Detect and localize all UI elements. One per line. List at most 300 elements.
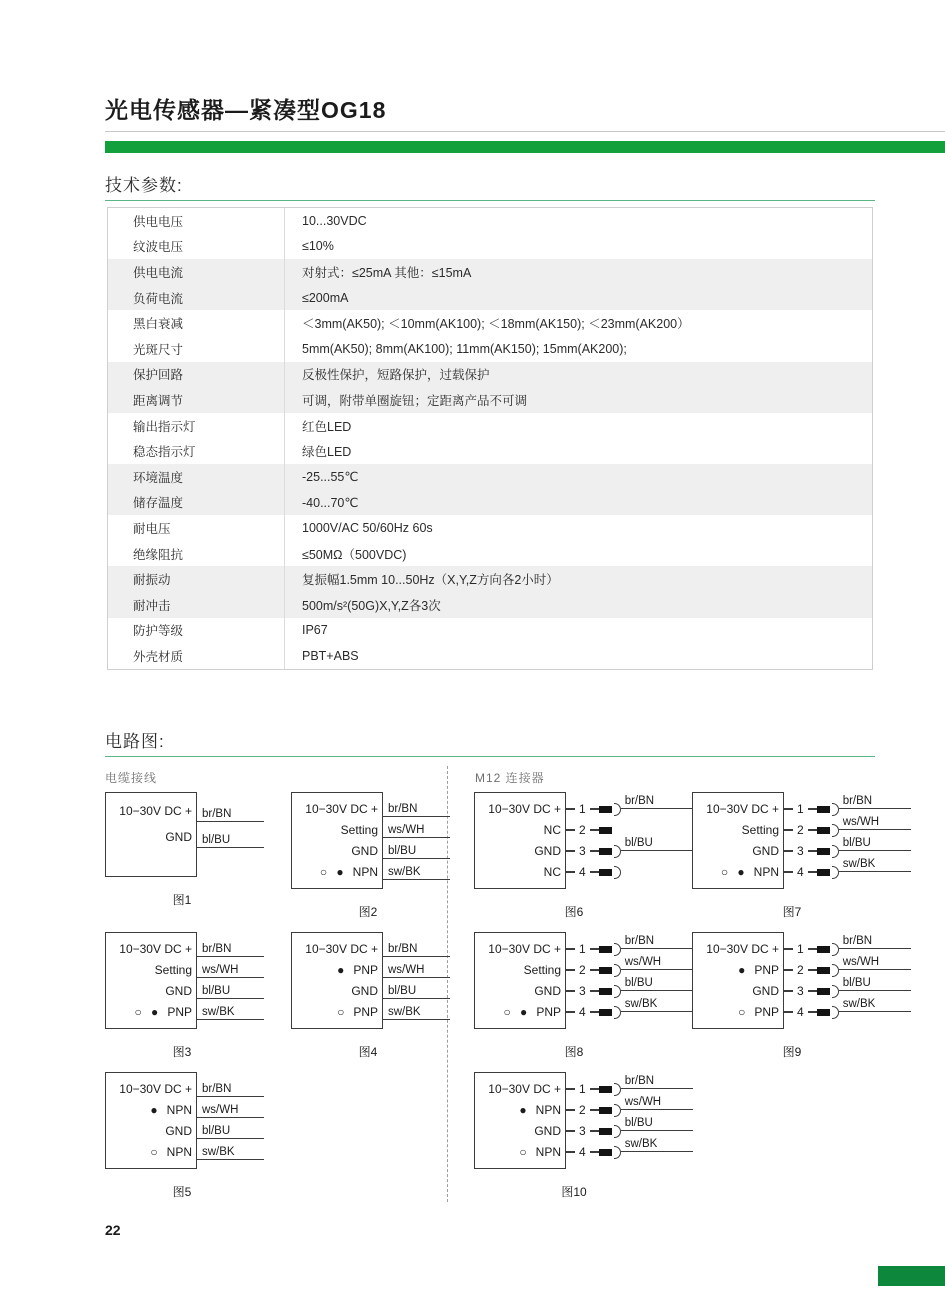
output-state-dots: ○ ● — [319, 864, 347, 879]
figure-caption: 图1 — [172, 893, 192, 907]
pin-lead-line — [590, 1109, 599, 1111]
output-state-dots: ○ — [337, 1004, 348, 1019]
connector-pin-icon — [817, 827, 830, 834]
wire-row — [197, 1079, 264, 1100]
figure-caption: 图5 — [172, 1185, 192, 1199]
connector-pin-icon — [817, 967, 830, 974]
spec-row — [108, 515, 872, 541]
terminal-label: Setting — [154, 962, 192, 977]
circuit-diagram-图3 — [105, 932, 291, 1072]
connector-pin-icon — [599, 827, 612, 834]
spec-value: 可调，附带单圈旋钮；定距离产品不可调 — [284, 387, 872, 413]
sensor-box — [474, 932, 566, 1029]
pin-lead-line — [808, 990, 817, 992]
sensor-box — [291, 792, 383, 889]
wire-color-label: bl/BU — [383, 985, 450, 999]
spec-label: 输出指示灯 — [133, 419, 196, 434]
terminal-label: ○ NPN — [150, 1144, 192, 1159]
wire-row — [197, 799, 264, 825]
terminal-label: Setting — [340, 822, 378, 837]
pin-number: 1 — [579, 1082, 586, 1096]
spec-value: 复振幅1.5mm 10...50Hz（X,Y,Z方向各2小时） — [284, 566, 872, 592]
spec-label: 负荷电流 — [133, 291, 184, 306]
page-number: 22 — [105, 1222, 121, 1238]
connector-socket-icon — [614, 1125, 621, 1138]
spec-row — [108, 618, 872, 644]
terminal-label: 10−30V DC + — [119, 941, 192, 956]
spec-value: ＜3mm(AK50); ＜10mm(AK100); ＜18mm(AK150); ＜23mm(AK200） — [284, 310, 872, 336]
pin-lead-line — [784, 808, 793, 810]
connector-pin-icon — [817, 848, 830, 855]
pin-number: 2 — [797, 963, 804, 977]
wire-row — [197, 1100, 264, 1121]
wire-color-label: bl/BU — [197, 985, 264, 999]
circuit-diagram-图6 — [474, 792, 692, 932]
terminal-label: ● NPN — [519, 1102, 561, 1117]
circuit-diagram-图2 — [291, 792, 477, 932]
spec-table-body — [108, 208, 872, 669]
spec-row — [108, 413, 872, 439]
terminal-label: 10−30V DC + — [305, 801, 378, 816]
circuit-diagram-图9 — [692, 932, 910, 1072]
spec-label: 黑白衰减 — [133, 317, 184, 332]
connector-socket-icon — [832, 866, 839, 879]
sensor-box — [474, 792, 566, 889]
figure-caption: 图6 — [564, 905, 584, 919]
specs-heading: 技术参数: — [105, 176, 183, 195]
terminal-label: GND — [351, 983, 378, 998]
connector-pin-icon — [599, 848, 612, 855]
figure-caption: 图9 — [782, 1045, 802, 1059]
pin-lead-line — [566, 1130, 575, 1132]
connector-socket-icon — [832, 1006, 839, 1019]
wire-color-label: ws/WH — [383, 824, 450, 838]
pin-number: 4 — [579, 865, 586, 879]
m12-section-label: M12 连接器 — [475, 771, 545, 785]
connector-socket-icon — [832, 824, 839, 837]
spec-value: 反极性保护，短路保护，过载保护 — [284, 362, 872, 388]
spec-row — [108, 438, 872, 464]
terminal-label: ○ PNP — [738, 1004, 779, 1019]
pin-lead-line — [590, 1151, 599, 1153]
pin-number: 1 — [797, 942, 804, 956]
pin-lead-line — [808, 871, 817, 873]
pin-lead-line — [590, 1130, 599, 1132]
terminal-label: GND — [165, 1123, 192, 1138]
pin-lead-line — [784, 829, 793, 831]
spec-value: -40...70℃ — [284, 490, 872, 516]
sensor-box — [105, 1072, 197, 1169]
spec-value: 500m/s²(50G)X,Y,Z各3次 — [284, 592, 872, 618]
spec-label: 绝缘阻抗 — [133, 547, 184, 562]
terminal-label: 10−30V DC + — [706, 801, 779, 816]
circuit-diagram-图5 — [105, 1072, 291, 1212]
output-state-dots: ● — [337, 962, 348, 977]
wire-row — [383, 960, 450, 981]
connector-socket-icon — [832, 845, 839, 858]
pin-lead-line — [784, 948, 793, 950]
wire-row — [197, 1002, 264, 1023]
spec-label: 纹波电压 — [133, 240, 184, 255]
footer-accent-bar — [878, 1266, 945, 1286]
wire-color-label: sw/BK — [839, 858, 911, 872]
connector-socket-icon — [832, 985, 839, 998]
wire-row — [197, 981, 264, 1002]
wire-color-label: bl/BU — [197, 1125, 264, 1139]
connector-pin-icon — [599, 988, 612, 995]
connector-pin-icon — [817, 1009, 830, 1016]
wire-color-label: br/BN — [621, 795, 693, 809]
spec-label: 耐电压 — [133, 521, 171, 536]
wire-color-label: ws/WH — [839, 956, 911, 970]
connector-socket-icon — [614, 943, 621, 956]
pin-number: 3 — [579, 984, 586, 998]
sensor-box — [291, 932, 383, 1029]
sensor-box — [105, 932, 197, 1029]
pin-lead-line — [566, 871, 575, 873]
connector-socket-icon — [832, 803, 839, 816]
terminal-label: 10−30V DC + — [706, 941, 779, 956]
wire-color-label: bl/BU — [197, 834, 264, 848]
spec-row — [108, 490, 872, 516]
spec-value: 红色LED — [284, 413, 872, 439]
connector-socket-icon — [614, 1104, 621, 1117]
spec-label: 储存温度 — [133, 496, 184, 511]
wire-color-label: sw/BK — [197, 1146, 264, 1160]
pin-number: 3 — [579, 1124, 586, 1138]
connector-pin-icon — [599, 869, 612, 876]
terminal-label: GND — [165, 983, 192, 998]
pin-lead-line — [784, 871, 793, 873]
figure-caption: 图3 — [172, 1045, 192, 1059]
connector-pin-icon — [599, 946, 612, 953]
connector-pin-icon — [599, 1149, 612, 1156]
pin-number: 2 — [579, 1103, 586, 1117]
pin-number: 1 — [579, 942, 586, 956]
terminal-label: GND — [752, 983, 779, 998]
spec-label: 光斑尺寸 — [133, 342, 184, 357]
spec-value: IP67 — [284, 618, 872, 644]
wire-row — [383, 841, 450, 862]
output-state-dots: ○ — [738, 1004, 749, 1019]
connector-socket-icon — [614, 866, 621, 879]
pin-lead-line — [566, 1109, 575, 1111]
terminal-label: 10−30V DC + — [488, 941, 561, 956]
figure-caption: 图4 — [358, 1045, 378, 1059]
terminal-label: ○ ● PNP — [134, 1004, 192, 1019]
output-state-dots: ● — [519, 1102, 530, 1117]
wire-color-label: bl/BU — [383, 845, 450, 859]
spec-row — [108, 285, 872, 311]
spec-row — [108, 234, 872, 260]
terminal-label: GND — [534, 843, 561, 858]
wire-color-label: bl/BU — [839, 837, 911, 851]
terminal-label: ● PNP — [337, 962, 378, 977]
wire-row — [197, 825, 264, 851]
spec-label: 环境温度 — [133, 470, 184, 485]
spec-label: 距离调节 — [133, 393, 184, 408]
connector-pin-icon — [599, 1086, 612, 1093]
pin-number: 2 — [579, 963, 586, 977]
pin-lead-line — [808, 850, 817, 852]
connector-socket-icon — [614, 845, 621, 858]
spec-value: ≤50MΩ（500VDC) — [284, 541, 872, 567]
wire-row — [383, 1002, 450, 1023]
pin-lead-line — [590, 829, 599, 831]
output-state-dots: ○ ● — [720, 864, 748, 879]
sensor-box — [105, 792, 197, 877]
output-state-dots: ● — [738, 962, 749, 977]
pin-number: 2 — [797, 823, 804, 837]
pin-lead-line — [566, 850, 575, 852]
cable-section-label: 电缆接线 — [105, 771, 158, 785]
connector-pin-icon — [817, 869, 830, 876]
spec-value: ≤200mA — [284, 285, 872, 311]
sensor-box — [474, 1072, 566, 1169]
wire-color-label: br/BN — [839, 795, 911, 809]
connector-pin-icon — [817, 946, 830, 953]
pin-lead-line — [566, 829, 575, 831]
connector-socket-icon — [614, 985, 621, 998]
terminal-label: 10−30V DC + — [119, 1081, 192, 1096]
spec-label: 外壳材质 — [133, 649, 184, 664]
spec-value: PBT+ABS — [284, 643, 872, 669]
wire-row — [383, 799, 450, 820]
terminal-label: ○ ● NPN — [720, 864, 779, 879]
terminal-label: GND — [534, 983, 561, 998]
spec-value: -25...55℃ — [284, 464, 872, 490]
output-state-dots: ○ — [519, 1144, 530, 1159]
spec-row — [108, 336, 872, 362]
figure-caption: 图2 — [358, 905, 378, 919]
spec-label: 稳态指示灯 — [133, 445, 196, 460]
header-accent-bar — [105, 141, 945, 153]
spec-label: 防护等级 — [133, 624, 184, 639]
wire-color-label: bl/BU — [839, 977, 911, 991]
terminal-label: 10−30V DC + — [488, 1081, 561, 1096]
spec-row — [108, 643, 872, 669]
pin-lead-line — [784, 990, 793, 992]
wire-row — [566, 998, 693, 1023]
output-state-dots: ○ ● — [503, 1004, 531, 1019]
wire-row — [566, 1138, 693, 1163]
pin-lead-line — [590, 871, 599, 873]
pin-lead-line — [566, 808, 575, 810]
m12-diagrams-group — [474, 792, 910, 1212]
wire-color-label: br/BN — [197, 808, 264, 822]
wire-color-label: ws/WH — [839, 816, 911, 830]
terminal-label: NC — [543, 822, 561, 837]
connector-socket-icon — [614, 1083, 621, 1096]
pin-lead-line — [566, 1011, 575, 1013]
terminal-label: Setting — [523, 962, 561, 977]
output-state-dots: ○ ● — [134, 1004, 162, 1019]
wire-row — [784, 858, 911, 883]
spec-value: ≤10% — [284, 234, 872, 260]
circuits-heading-rule — [105, 756, 875, 757]
spec-row — [108, 310, 872, 336]
pin-lead-line — [566, 1151, 575, 1153]
pin-number: 3 — [797, 844, 804, 858]
specs-heading-rule — [105, 200, 875, 201]
pin-lead-line — [566, 969, 575, 971]
pin-lead-line — [590, 1088, 599, 1090]
connector-socket-icon — [832, 964, 839, 977]
wire-row — [197, 1121, 264, 1142]
spec-row — [108, 592, 872, 618]
terminal-label: 10−30V DC + — [119, 804, 192, 818]
wire-color-label: ws/WH — [621, 956, 693, 970]
page-title: 光电传感器—紧凑型OG18 — [105, 97, 387, 123]
pin-lead-line — [808, 829, 817, 831]
spec-row — [108, 208, 872, 234]
wire-color-label: br/BN — [197, 943, 264, 957]
cable-diagrams-group — [105, 792, 477, 1212]
pin-number: 4 — [797, 1005, 804, 1019]
wire-color-label: bl/BU — [621, 837, 693, 851]
spec-row — [108, 259, 872, 285]
wire-color-label: bl/BU — [621, 1117, 693, 1131]
terminal-label: ○ PNP — [337, 1004, 378, 1019]
circuit-diagram-图4 — [291, 932, 477, 1072]
pin-lead-line — [590, 948, 599, 950]
spec-value: 5mm(AK50); 8mm(AK100); 11mm(AK150); 15mm(AK200); — [284, 336, 872, 362]
wire-color-label: br/BN — [197, 1083, 264, 1097]
wire-row — [383, 939, 450, 960]
terminal-label: NC — [543, 864, 561, 879]
terminal-label: GND — [752, 843, 779, 858]
spec-row — [108, 541, 872, 567]
pin-lead-line — [590, 850, 599, 852]
pin-lead-line — [590, 969, 599, 971]
spec-label: 供电电压 — [133, 214, 184, 229]
connector-socket-icon — [832, 943, 839, 956]
connector-socket-icon — [614, 1146, 621, 1159]
connector-socket-icon — [614, 964, 621, 977]
connector-socket-icon — [614, 1006, 621, 1019]
wire-row — [383, 862, 450, 883]
wire-color-label: sw/BK — [621, 998, 693, 1012]
connector-pin-icon — [599, 806, 612, 813]
wire-color-label: bl/BU — [621, 977, 693, 991]
wire-color-label: ws/WH — [383, 964, 450, 978]
spec-row — [108, 387, 872, 413]
pin-lead-line — [590, 1011, 599, 1013]
wire-row — [197, 1142, 264, 1163]
spec-label: 保护回路 — [133, 368, 184, 383]
wire-row — [784, 998, 911, 1023]
spec-value: 10...30VDC — [284, 208, 872, 234]
connector-pin-icon — [599, 1128, 612, 1135]
spec-label: 供电电流 — [133, 265, 184, 280]
wire-row — [197, 960, 264, 981]
wire-row — [566, 795, 693, 820]
terminal-label: ● NPN — [150, 1102, 192, 1117]
terminal-label: 10−30V DC + — [305, 941, 378, 956]
spec-value: 1000V/AC 50/60Hz 60s — [284, 515, 872, 541]
circuit-diagram-图10 — [474, 1072, 692, 1212]
wire-color-label: br/BN — [621, 1075, 693, 1089]
pin-number: 4 — [579, 1145, 586, 1159]
figure-caption: 图7 — [782, 905, 802, 919]
pin-lead-line — [566, 990, 575, 992]
connector-pin-icon — [599, 967, 612, 974]
wire-color-label: br/BN — [383, 803, 450, 817]
wire-row — [566, 862, 693, 883]
terminal-label: GND — [165, 830, 192, 844]
output-state-dots: ○ — [150, 1144, 161, 1159]
connector-pin-icon — [599, 1009, 612, 1016]
spec-label: 耐振动 — [133, 573, 171, 588]
wire-color-label: br/BN — [383, 943, 450, 957]
terminal-label: ○ ● PNP — [503, 1004, 561, 1019]
wire-row — [383, 820, 450, 841]
wire-color-label: ws/WH — [197, 1104, 264, 1118]
wire-color-label: sw/BK — [383, 1006, 450, 1020]
pin-number: 4 — [579, 1005, 586, 1019]
pin-lead-line — [808, 1011, 817, 1013]
pin-lead-line — [566, 948, 575, 950]
terminal-label: ● PNP — [738, 962, 779, 977]
wire-color-label: sw/BK — [197, 1006, 264, 1020]
pin-lead-line — [808, 948, 817, 950]
spec-value: 绿色LED — [284, 438, 872, 464]
spec-table — [107, 207, 873, 670]
output-state-dots: ● — [150, 1102, 161, 1117]
terminal-label: GND — [351, 843, 378, 858]
wire-color-label: sw/BK — [383, 866, 450, 880]
pin-lead-line — [566, 1088, 575, 1090]
connector-pin-icon — [599, 1107, 612, 1114]
figure-caption: 图8 — [564, 1045, 584, 1059]
connector-pin-icon — [817, 806, 830, 813]
wire-row — [197, 939, 264, 960]
wire-row — [383, 981, 450, 1002]
wire-color-label: sw/BK — [621, 1138, 693, 1152]
circuit-diagram-图1 — [105, 792, 291, 932]
terminal-label: ○ NPN — [519, 1144, 561, 1159]
pin-lead-line — [784, 1011, 793, 1013]
pin-number: 1 — [579, 802, 586, 816]
sensor-box — [692, 932, 784, 1029]
circuits-heading: 电路图: — [105, 732, 165, 751]
pin-lead-line — [784, 850, 793, 852]
circuit-diagram-图7 — [692, 792, 910, 932]
wire-row — [566, 837, 693, 862]
connector-pin-icon — [817, 988, 830, 995]
terminal-label: GND — [534, 1123, 561, 1138]
pin-number: 1 — [797, 802, 804, 816]
terminal-label: ○ ● NPN — [319, 864, 378, 879]
wire-color-label: br/BN — [621, 935, 693, 949]
pin-number: 2 — [579, 823, 586, 837]
title-divider — [105, 131, 945, 132]
wire-color-label: ws/WH — [197, 964, 264, 978]
circuit-diagram-图8 — [474, 932, 692, 1072]
spec-row — [108, 566, 872, 592]
pin-lead-line — [590, 990, 599, 992]
figure-caption: 图10 — [561, 1185, 587, 1199]
spec-value: 对射式：≤25mA 其他：≤15mA — [284, 259, 872, 285]
pin-number: 3 — [797, 984, 804, 998]
pin-lead-line — [808, 808, 817, 810]
spec-row — [108, 464, 872, 490]
pin-lead-line — [808, 969, 817, 971]
connector-socket-icon — [614, 803, 621, 816]
wire-color-label: ws/WH — [621, 1096, 693, 1110]
pin-number: 4 — [797, 865, 804, 879]
spec-label: 耐冲击 — [133, 598, 171, 613]
